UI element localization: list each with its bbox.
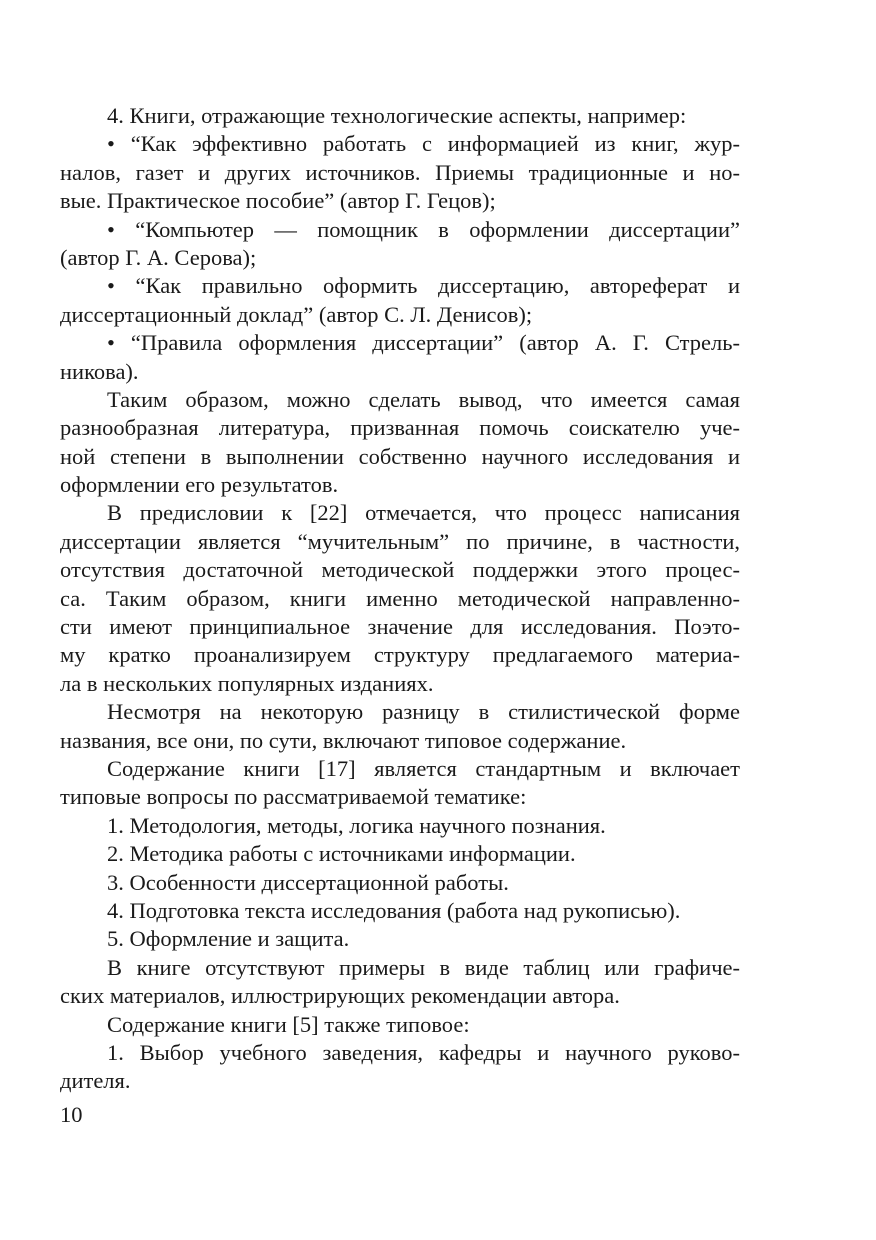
text-line: отсутствия достаточной методической поддержки этого процес- — [60, 557, 740, 583]
page-number: 10 — [60, 1102, 83, 1127]
page-text — [60, 102, 740, 1096]
text-line: са. Таким образом, книги именно методической направленно- — [60, 585, 740, 611]
text-line: сти имеют принципиальное значение для исследования. Поэто- — [60, 614, 740, 640]
list-item: • “Правила оформления диссертации” (автор А. Г. Стрель- — [107, 330, 740, 356]
paragraph-line: Несмотря на некоторую разницу в стилистической форме — [107, 699, 740, 725]
text-line: диссертации является “мучительным” по причине, в частности, — [60, 528, 740, 554]
list-item: • “Как эффективно работать с информацией из книг, жур- — [107, 131, 740, 157]
list-item: 5. Оформление и защита. — [107, 926, 350, 952]
text-line: разнообразная литература, призванная помочь соискателю учe- — [60, 415, 740, 441]
list-item: • “Компьютер — помощник в оформлении диссертации” — [107, 216, 740, 242]
paragraph-line: Содержание книги [5] также типовое: — [107, 1011, 470, 1037]
list-heading: 4. Книги, отражающие технологические аспекты, например: — [107, 103, 687, 128]
text-line: ной степени в выполнении собственно научного исследования и — [60, 443, 740, 469]
paragraph-line: В книге отсутствуют примеры в виде таблиц или графиче- — [107, 954, 740, 980]
paragraph-line: В предисловии к [22] отмечается, что процесс написания — [107, 500, 740, 526]
text-line: му кратко проанализируем структуру предлагаемого материа- — [60, 642, 740, 668]
text-line: вые. Практическое пособие” (автор Г. Гецов); — [60, 188, 496, 214]
list-item: 4. Подготовка текста исследования (работа над рукописью). — [107, 897, 681, 923]
text-line: ла в нескольких популярных изданиях. — [60, 670, 434, 696]
paragraph-line: Таким образом, можно сделать вывод, что имеется самая — [107, 386, 740, 412]
text-line: никова). — [60, 358, 139, 384]
text-line: названия, все они, по сути, включают типовое содержание. — [60, 727, 627, 753]
list-item: 3. Особенности диссертационной работы. — [107, 869, 509, 895]
list-item: 1. Выбор учебного заведения, кафедры и научного руково- — [107, 1039, 740, 1065]
text-line: ских материалов, иллюстрирующих рекомендации автора. — [60, 983, 620, 1009]
text-line: налов, газет и других источников. Приемы традиционные и но- — [60, 159, 740, 185]
paragraph-line: Содержание книги [17] является стандартным и включает — [107, 755, 740, 781]
list-item: • “Как правильно оформить диссертацию, автореферат и — [107, 273, 740, 299]
list-item: 2. Методика работы с источниками информации. — [107, 841, 576, 867]
text-line: дителя. — [60, 1068, 131, 1094]
text-line: типовые вопросы по рассматриваемой тематике: — [60, 784, 527, 810]
list-item: 1. Методология, методы, логика научного познания. — [107, 812, 606, 838]
text-line: диссертационный доклад” (автор С. Л. Денисов); — [60, 301, 533, 327]
text-line: оформлении его результатов. — [60, 472, 339, 498]
text-line: (автор Г. А. Серова); — [60, 244, 257, 270]
